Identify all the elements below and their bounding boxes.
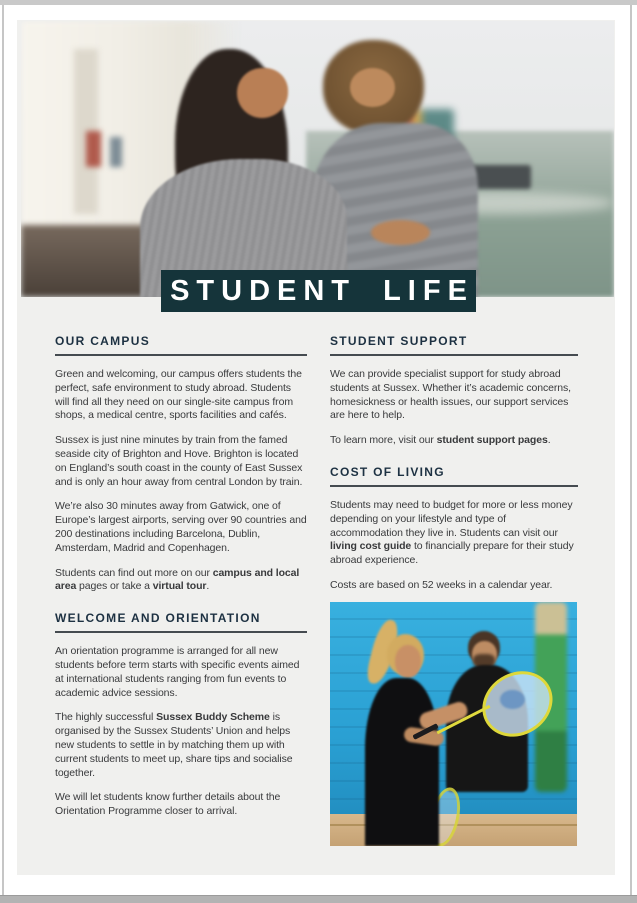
text-run: We’re also 30 minutes away from Gatwick, one of Europe’s largest airports, serving over 90 countries and 200 destinations including Barcelona, Dublin, Amsterdam, Madrid and Copenhagen. <box>55 500 307 554</box>
paragraph <box>330 434 578 448</box>
paragraph <box>55 791 307 819</box>
inline-link[interactable]: campus and local area <box>55 566 300 593</box>
section-heading: COST OF LIVING <box>330 464 445 479</box>
heading-rule <box>55 631 307 633</box>
page-right-border <box>630 5 632 895</box>
text-run: The highly successful <box>55 711 157 724</box>
column-left <box>55 334 307 830</box>
text-run: Costs are based on 52 weeks in a calendar year. <box>330 578 553 591</box>
section-student-support <box>330 334 578 448</box>
text-run: Students may need to budget for more or less money depending on your lifestyle and type of accommodation they live in. Students can visit our <box>330 498 573 539</box>
text-run: Green and welcoming, our campus offers students the perfect, safe environment to study abroad. Students will find all they need on our single-site campus from shops, a medical centre, sports facilities and cafés. <box>55 368 302 422</box>
page-title: STUDENT LIFE <box>170 274 474 307</box>
section-heading: OUR CAMPUS <box>55 334 151 348</box>
paragraph <box>55 368 307 423</box>
hero-photo-brighton-pier <box>21 21 614 297</box>
paragraph <box>330 579 578 593</box>
paragraph <box>55 500 307 555</box>
viewer-top-edge <box>0 0 637 5</box>
paragraph <box>330 368 578 423</box>
page-left-border <box>2 5 4 895</box>
badminton-photo <box>330 602 577 846</box>
student-two-face-shape <box>350 68 394 107</box>
paragraph <box>330 499 578 568</box>
paragraph <box>55 711 307 780</box>
page-title-banner <box>161 270 476 312</box>
heading-rule <box>330 485 578 487</box>
section-heading: WELCOME AND ORIENTATION <box>55 611 261 626</box>
text-run: We can provide specialist support for study abroad students at Sussex. Whether it’s academic concerns, homesickness or health issues, our support services are here to help. <box>330 368 571 422</box>
section-heading: STUDENT SUPPORT <box>330 334 468 348</box>
paragraph <box>55 567 307 595</box>
text-run: is organised by the Sussex Students’ Union and helps new students to settle in by matching them up with current students to meet up, share tips and socialise together. <box>55 711 293 779</box>
text-run: Sussex is just nine minutes by train from the famed seaside city of Brighton and Hove. Brighton is located on England’s south coast in the county of East Sussex and is only an hour away from central London by train. <box>55 434 303 488</box>
text-run: to financially prepare for their study abroad experience. <box>330 540 574 567</box>
student-one-face-shape <box>237 68 287 118</box>
column-right <box>330 334 578 604</box>
paragraph <box>55 434 307 489</box>
text-run: We will let students know further details about the Orientation Programme closer to arrival. <box>55 791 281 818</box>
clasped-hands-shape <box>371 220 430 245</box>
text-run: To learn more, visit our <box>330 434 437 447</box>
female-player-top-shape <box>365 678 439 846</box>
inline-link[interactable]: virtual tour <box>152 580 207 593</box>
inline-link[interactable]: living cost guide <box>330 540 412 553</box>
flag-shape <box>86 131 101 167</box>
bold-text: Sussex Buddy Scheme <box>156 711 270 724</box>
text-run: . <box>206 580 210 593</box>
section-our-campus <box>55 334 307 594</box>
text-run: Students can find out more on our <box>55 566 213 579</box>
text-run: An orientation programme is arranged for all new students before term starts with specific events aimed at international students ranging from fun events to academic advice sessions. <box>55 645 300 699</box>
text-run: pages or take a <box>76 580 153 593</box>
section-cost-of-living <box>330 465 578 593</box>
inline-link[interactable]: student support pages <box>436 434 548 447</box>
heading-rule <box>55 354 307 356</box>
female-player-face-shape <box>395 645 421 678</box>
section-welcome-and-orientation <box>55 611 307 819</box>
heading-rule <box>330 354 578 356</box>
flag-shape <box>110 137 122 167</box>
paragraph <box>55 645 307 700</box>
text-run: . <box>547 434 551 447</box>
